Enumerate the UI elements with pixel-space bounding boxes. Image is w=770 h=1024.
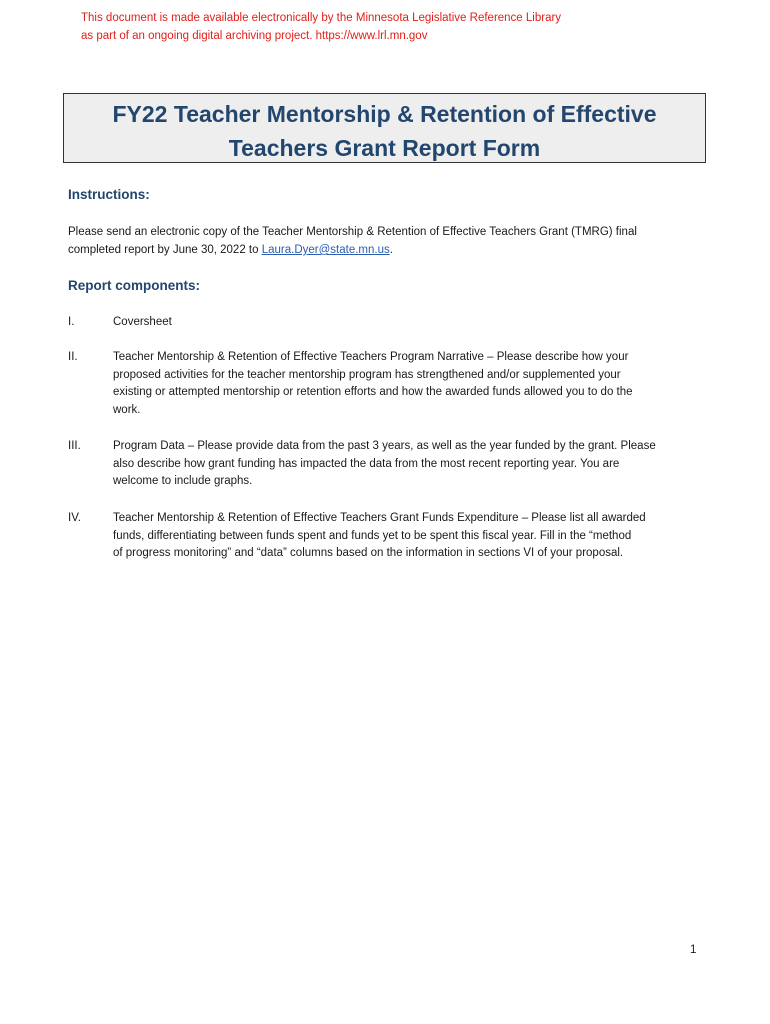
list-item-body (113, 349, 708, 419)
page-title-line-2: Teachers Grant Report Form (228, 135, 541, 161)
instructions-heading: Instructions: (68, 187, 150, 202)
list-item-line: also describe how grant funding has impacted the data from the most recent reporting year. You are (113, 457, 620, 470)
list-item-numeral: I. (68, 316, 75, 328)
instructions-paragraph (68, 223, 708, 259)
report-components-heading: Report components: (68, 278, 201, 293)
list-item-numeral: III. (68, 440, 81, 452)
list-item-numeral: II. (68, 351, 78, 363)
list-item-line: Teacher Mentorship & Retention of Effective Teachers Program Narrative – Please describe how your (113, 351, 629, 363)
instructions-line-2-suffix: . (389, 244, 393, 256)
list-item-line: funds, differentiating between funds spent and funds yet to be spent this fiscal year. Fill in the “method (113, 529, 632, 542)
list-item-numeral: IV. (68, 512, 82, 524)
list-item-line: of progress monitoring” and “data” columns based on the information in sections VI of your proposal. (113, 547, 624, 559)
list-item-line: Program Data – Please provide data from the past 3 years, as well as the year funded by the grant. Please (113, 440, 656, 452)
instructions-line-2 (68, 241, 708, 259)
instructions-line-1: Please send an electronic copy of the Teacher Mentorship & Retention of Effective Teachers Grant (TMRG) final (68, 226, 637, 238)
archive-notice-line-1: This document is made available electronically by the Minnesota Legislative Reference Library (81, 12, 562, 24)
list-item-line: work. (113, 403, 141, 416)
list-item-line: welcome to include graphs. (113, 475, 253, 487)
page-number: 1 (690, 944, 697, 956)
title-box (63, 93, 706, 163)
page-title-line-1: FY22 Teacher Mentorship & Retention of Effective (112, 101, 657, 127)
list-item-line: proposed activities for the teacher mentorship program has strengthened and/or supplemented your (113, 368, 621, 381)
list-item-body (113, 510, 708, 563)
email-link[interactable]: Laura.Dyer@state.mn.us (261, 244, 390, 256)
list-item-body (113, 314, 708, 332)
instructions-line-2-prefix: completed report by June 30, 2022 to (68, 244, 262, 256)
archive-notice-line-2: as part of an ongoing digital archiving project. https://www.lrl.mn.gov (81, 30, 428, 42)
list-item-line: Teacher Mentorship & Retention of Effective Teachers Grant Funds Expenditure – Please list all awarded (113, 512, 646, 524)
list-item-body (113, 438, 708, 491)
list-item-line: existing or attempted mentorship or retention efforts and how the awarded funds allowed you to do the (113, 386, 633, 398)
list-item-line: Coversheet (113, 316, 172, 328)
archive-notice (81, 9, 701, 45)
